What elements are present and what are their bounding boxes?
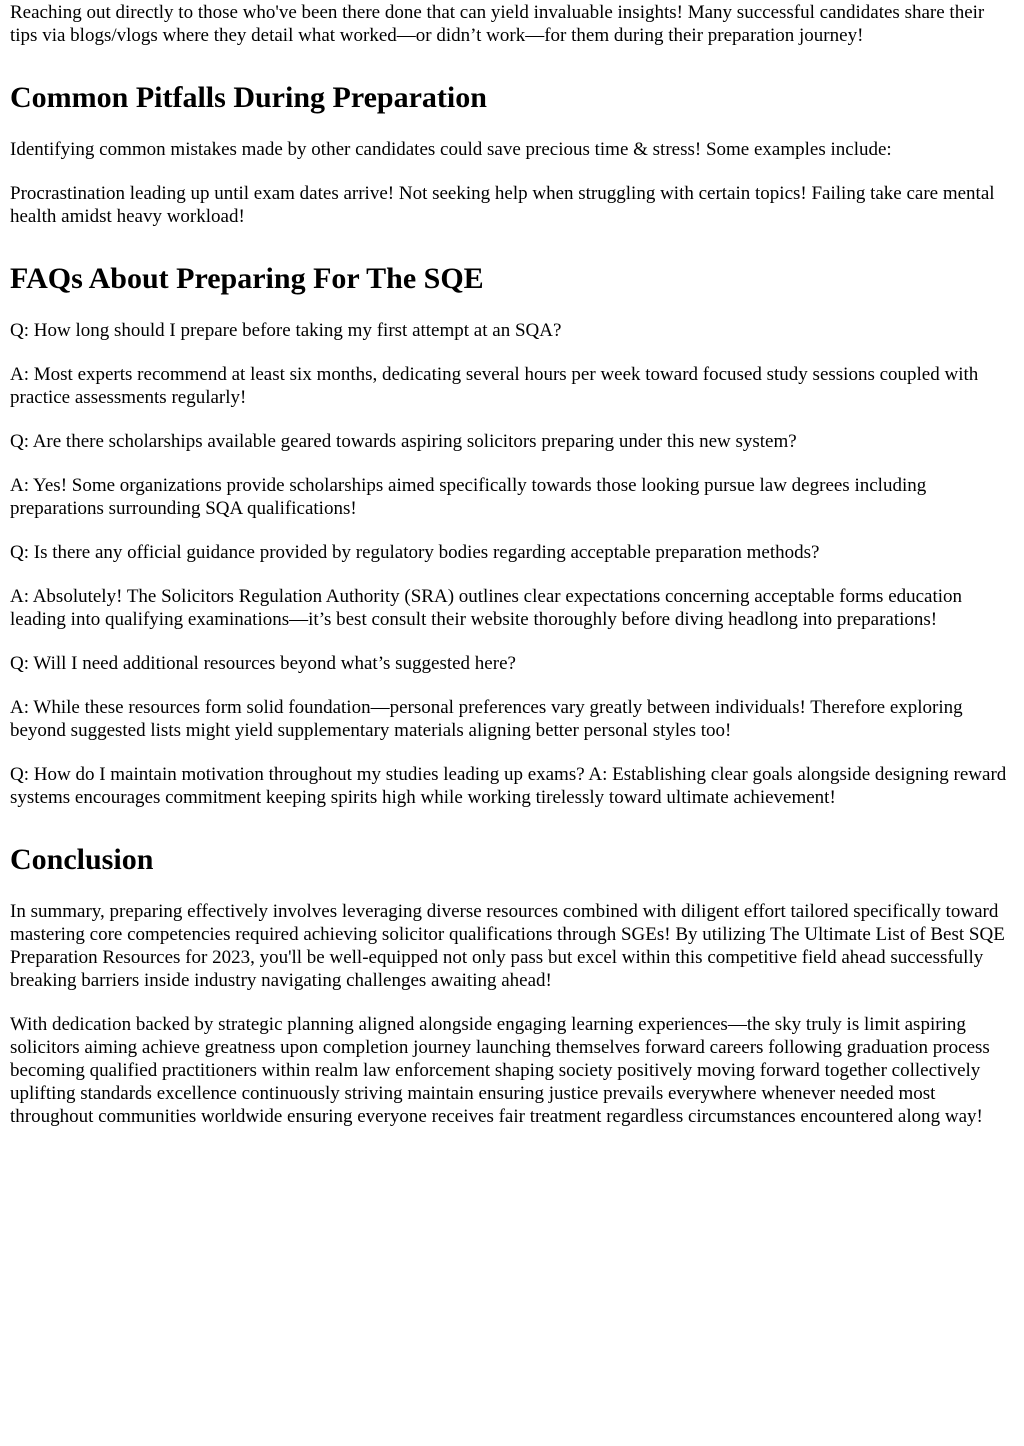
faq-answer-3: A: Absolutely! The Solicitors Regulation Authority (SRA) outlines clear expectations concerning acceptable forms education leading into qualifying examinations—it’s best consult their website thoroughly before diving headlong into preparations! [10,586,963,630]
faqs-heading: FAQs About Preparing For The SQE [10,262,484,295]
faq-question-answer-5: Q: How do I maintain motivation throughout my studies leading up exams? A: Establishing clear goals alongside designing reward systems encourages commitment keeping spirits high while working tirelessly toward ultimate achievement! [10,764,1007,808]
faq-question-3: Q: Is there any official guidance provided by regulatory bodies regarding acceptable preparation methods? [10,542,820,563]
faq-answer-1: A: Most experts recommend at least six months, dedicating several hours per week toward focused study sessions coupled with practice assessments regularly! [10,364,979,408]
faq-question-4: Q: Will I need additional resources beyond what’s suggested here? [10,653,516,674]
faq-answer-2: A: Yes! Some organizations provide scholarships aimed specifically towards those looking pursue law degrees including preparations surrounding SQA qualifications! [10,475,927,519]
faq-question-1: Q: How long should I prepare before taking my first attempt at an SQA? [10,320,562,341]
pitfalls-paragraph-1: Identifying common mistakes made by other candidates could save precious time & stress! Some examples include: [10,139,892,160]
faq-question-2: Q: Are there scholarships available geared towards aspiring solicitors preparing under this new system? [10,431,797,452]
pitfalls-heading: Common Pitfalls During Preparation [10,81,487,114]
conclusion-heading: Conclusion [10,843,154,876]
pitfalls-paragraph-2: Procrastination leading up until exam dates arrive! Not seeking help when struggling with certain topics! Failing take care mental health amidst heavy workload! [10,183,995,227]
conclusion-paragraph-2: With dedication backed by strategic planning aligned alongside engaging learning experiences—the sky truly is limit aspiring solicitors aiming achieve greatness upon completion journey launching themselves forward careers following graduation process becoming qualified practitioners within realm law enforcement shaping society positively moving forward together collectively uplifting standards excellence continuously striving maintain ensuring justice prevails everywhere whenever needed most throughout communities worldwide ensuring everyone receives fair treatment regardless circumstances encountered along way! [10,1014,990,1127]
conclusion-paragraph-1: In summary, preparing effectively involves leveraging diverse resources combined with diligent effort tailored specifically toward mastering core competencies required achieving solicitor qualifications through SGEs! By utilizing The Ultimate List of Best SQE Preparation Resources for 2023, you'll be well-equipped not only pass but excel within this competitive field ahead successfully breaking barriers inside industry navigating challenges awaiting ahead! [10,901,1005,991]
intro-paragraph: Reaching out directly to those who've been there done that can yield invaluable insights! Many successful candidates share their tips via blogs/vlogs where they detail what worked—or didn’t work—for them during their preparation journey! [10,2,985,46]
faq-answer-4: A: While these resources form solid foundation—personal preferences vary greatly between individuals! Therefore exploring beyond suggested lists might yield supplementary materials aligning better personal styles too! [10,697,963,741]
